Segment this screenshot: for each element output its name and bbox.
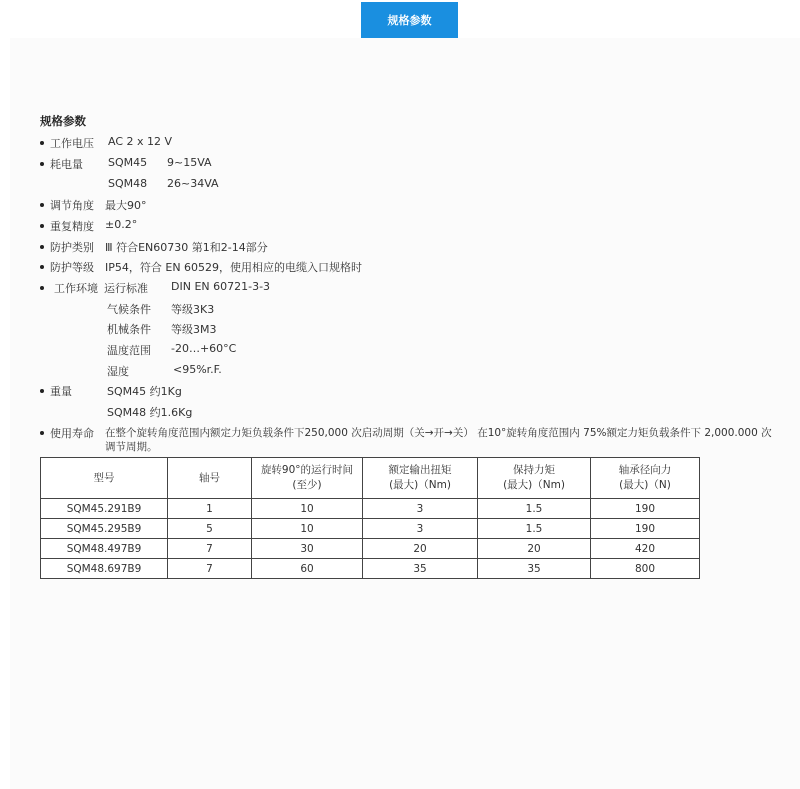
cell-runtime: 10	[252, 499, 363, 519]
tab-strip	[0, 0, 800, 38]
bullet-icon	[40, 265, 44, 269]
spec-model: SQM45	[108, 156, 148, 169]
bullet-icon	[40, 162, 44, 166]
spec-value: 9~15VA	[167, 156, 212, 169]
col-header-rated-torque: 额定输出扭矩 (最大)（Nm)	[363, 458, 478, 499]
spec-label: 工作环境	[54, 282, 98, 295]
env-value: DIN EN 60721-3-3	[171, 280, 271, 293]
table-header-row	[41, 458, 700, 499]
spec-label: 重复精度	[50, 220, 94, 233]
cell-model: SQM45.295B9	[41, 519, 168, 539]
spec-model: SQM48	[108, 177, 148, 190]
spec-label: 防护等级	[50, 261, 94, 274]
table-row	[41, 499, 700, 519]
cell-holding-torque: 35	[478, 559, 591, 579]
spec-value: SQM45 约1Kg	[107, 385, 182, 398]
env-name: 温度范围	[107, 344, 151, 357]
spec-label: 防护类别	[50, 241, 94, 254]
cell-shaft: 5	[168, 519, 252, 539]
col-header-shaft: 轴号	[168, 458, 252, 499]
cell-rated-torque: 3	[363, 519, 478, 539]
tab-specifications[interactable]: 规格参数	[361, 2, 458, 38]
cell-shaft: 1	[168, 499, 252, 519]
spec-value: AC 2 x 12 V	[108, 135, 173, 148]
cell-model: SQM45.291B9	[41, 499, 168, 519]
bullet-icon	[40, 286, 44, 290]
col-header-radial-force: 轴承径向力 (最大)（N)	[591, 458, 700, 499]
spec-value: Ⅲ 符合EN60730 第1和2-14部分	[105, 241, 268, 254]
cell-model: SQM48.497B9	[41, 539, 168, 559]
env-value: 等级3M3	[171, 323, 217, 336]
spec-value: IP54，符合 EN 60529，使用相应的电缆入口规格时	[105, 261, 363, 274]
bullet-icon	[40, 431, 44, 435]
cell-radial-force: 420	[591, 539, 700, 559]
section-title: 规格参数	[40, 114, 86, 128]
cell-radial-force: 190	[591, 499, 700, 519]
cell-rated-torque: 20	[363, 539, 478, 559]
col-header-model: 型号	[41, 458, 168, 499]
env-value: <95%r.F.	[173, 363, 222, 376]
cell-holding-torque: 1.5	[478, 499, 591, 519]
env-value: -20…+60°C	[171, 342, 237, 355]
bullet-icon	[40, 141, 44, 145]
spec-label: 调节角度	[50, 199, 94, 212]
cell-holding-torque: 20	[478, 539, 591, 559]
env-name: 气候条件	[107, 303, 151, 316]
cell-rated-torque: 3	[363, 499, 478, 519]
spec-label: 重量	[50, 385, 72, 398]
bullet-icon	[40, 245, 44, 249]
spec-label: 耗电量	[50, 158, 83, 171]
table-row	[41, 559, 700, 579]
cell-runtime: 30	[252, 539, 363, 559]
bullet-icon	[40, 389, 44, 393]
table-row	[41, 519, 700, 539]
bullet-icon	[40, 224, 44, 228]
col-header-runtime: 旋转90°的运行时间 (至少)	[252, 458, 363, 499]
spec-value: 在整个旋转角度范围内额定力矩负载条件下250,000 次启动周期（关→开→关） 在10°旋转角度范围内 75%额定力矩负载条件下 2,000.000 次	[105, 427, 772, 439]
env-name: 运行标准	[104, 282, 148, 295]
spec-value: 26~34VA	[167, 177, 219, 190]
spec-label: 使用寿命	[50, 427, 94, 440]
spec-value: 调节周期。	[105, 441, 158, 453]
cell-shaft: 7	[168, 539, 252, 559]
cell-rated-torque: 35	[363, 559, 478, 579]
cell-runtime: 60	[252, 559, 363, 579]
cell-holding-torque: 1.5	[478, 519, 591, 539]
table-row	[41, 539, 700, 559]
col-header-holding-torque: 保持力矩 (最大)（Nm)	[478, 458, 591, 499]
env-value: 等级3K3	[171, 303, 215, 316]
cell-radial-force: 190	[591, 519, 700, 539]
bullet-icon	[40, 203, 44, 207]
spec-table	[40, 457, 700, 579]
cell-radial-force: 800	[591, 559, 700, 579]
spec-value: 最大90°	[105, 199, 147, 212]
env-name: 湿度	[107, 365, 129, 378]
spec-value: ±0.2°	[105, 218, 138, 231]
cell-model: SQM48.697B9	[41, 559, 168, 579]
cell-shaft: 7	[168, 559, 252, 579]
cell-runtime: 10	[252, 519, 363, 539]
spec-value: SQM48 约1.6Kg	[107, 406, 193, 419]
env-name: 机械条件	[107, 323, 151, 336]
spec-label: 工作电压	[50, 137, 94, 150]
